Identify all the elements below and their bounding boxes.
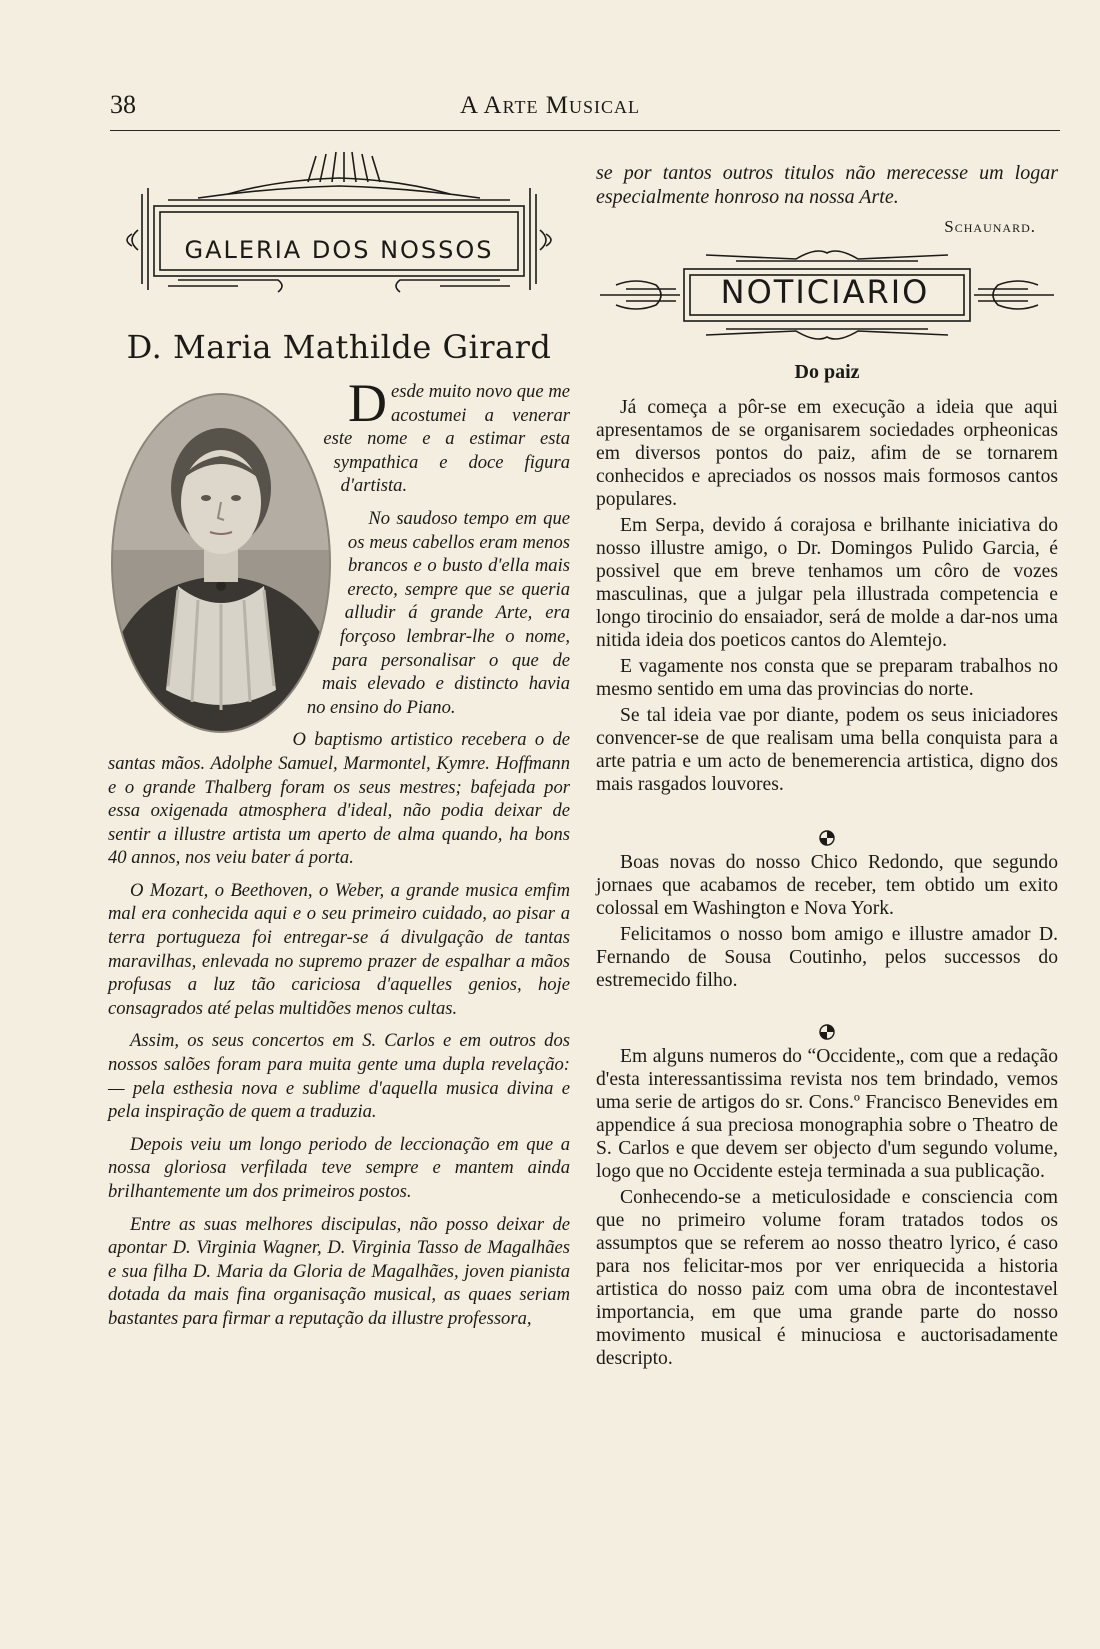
galeria-article-body <box>108 373 570 1331</box>
news-paragraph: Já começa a pôr-se em execução a ideia que aqui apresentamos de se organisarem sociedades orpheonicas em diversos pontos do paiz, afim de se tornarem conhecidos e apreciados os nossos mais formosos cantos populares. <box>596 397 1058 510</box>
header-rule <box>110 130 1060 131</box>
portrait-photo <box>108 390 334 736</box>
galeria-header-ornament <box>108 150 570 320</box>
article-paragraph-2: No saudoso tempo em que os meus cabellos eram menos brancos e o busto d'ella mais erecto, sempre que se queria alludir á grande Arte, era forçoso lembrar-lhe o nome, para personalisar o que de mais elevado e distincto havia no ensino do Piano. <box>306 507 570 718</box>
oval-portrait-icon <box>108 390 334 736</box>
article-paragraph-3: O baptismo artistico recebera o de santas mãos. Adolphe Samuel, Marmontel, Kymre. Hoffmann e o grande Thalberg foram os seus mestres; bafejada por essa oxigenada atmosphera d'ideal, não podia deixar de sentir a illustre artista um aperto de alma quando, ha bons 40 annos, nos veiu bater á porta. <box>108 729 570 869</box>
news-item-chico-redondo <box>596 851 1058 992</box>
right-column <box>596 162 1058 1373</box>
spacer <box>596 799 1058 819</box>
galeria-frame-icon <box>108 150 570 320</box>
running-title: A Arte Musical <box>460 92 640 119</box>
quartered-circle-ornament-icon <box>819 1024 835 1040</box>
article-paragraph-7: Entre as suas melhores discipulas, não posso deixar de apontar D. Virginia Wagner, D. Virginia Tasso de Magalhães e sua filha D. Maria da Gloria de Magalhães, joven pianista dotada da mais fina organisação musical, as quaes seriam bastantes para firmar a reputação da illustre professora, <box>108 1213 570 1329</box>
news-item-orpheon <box>596 396 1058 796</box>
subject-name-heading: D. Maria Mathilde Girard <box>126 328 552 366</box>
news-divider <box>596 1023 1058 1039</box>
author-signature: Schaunard. <box>944 217 1036 236</box>
article-paragraph-6: Depois veiu um longo periodo de leccionação em que a nossa gloriosa verfilada teve sempre e mantem ainda brilhantemente um dos primeiros postos. <box>108 1133 570 1202</box>
noticiario-section-title: NOTICIARIO <box>720 273 930 311</box>
noticiario-header-ornament <box>596 245 1058 345</box>
news-paragraph: Boas novas do nosso Chico Redondo, que segundo jornaes que acabamos de receber, tem obtido um exito colossal em Washington e Nova York. <box>596 852 1058 919</box>
paragraph-text: esde muito novo que me acostumei a venerar este nome e a estimar esta sympathica e doce figura d'artista. <box>323 381 570 497</box>
news-paragraph: E vagamente nos consta que se preparam trabalhos no mesmo sentido em uma das provincias do norte. <box>596 656 1058 700</box>
news-item-occidente <box>596 1045 1058 1370</box>
page-number: 38 <box>110 90 136 119</box>
article-paragraph-5: Assim, os seus concertos em S. Carlos e em outros dos nossos salões foram para muita gente uma dupla revelação: — pela esthesia nova e sublime d'aquella musica divina e pela inspiração de quem a traduzia. <box>108 1030 570 1123</box>
left-column <box>108 150 570 1340</box>
dropcap: D <box>348 373 387 433</box>
news-paragraph: Em Serpa, devido á corajosa e brilhante iniciativa do nosso illustre amigo, o Dr. Domingos Pulido Garcia, é possivel que em breve tenhamos um côro de vozes masculinas, que a julgar pela illustrada competencia e longo tirocinio do ensaiador, será de molde a dar-nos uma nitida ideia dos poeticos cantos do Alemtejo. <box>596 515 1058 651</box>
quartered-circle-ornament-icon <box>819 830 835 846</box>
spacer <box>596 995 1058 1013</box>
news-paragraph: Se tal ideia vae por diante, podem os seus iniciadores convencer-se de que realisam uma bella conquista para a arte patria e um acto de benemerencia artistica, digno dos mais rasgados louvores. <box>596 705 1058 795</box>
article-continuation: se por tantos outros titulos não merecesse um logar especialmente honroso na nossa Arte. <box>596 162 1058 208</box>
article-paragraph-4: O Mozart, o Beethoven, o Weber, a grande musica emfim mal era conhecida aqui e o seu primeiro cuidado, ao pisar a terra portugueza foi entregar-se á divulgação de tantas maravilhas, enlevada no supremo prazer de espalhar a mãos profusas a luz tão cariciosa d'aquelles genios, hoje consagrados até pelas multidões menos cultas. <box>108 879 570 1019</box>
news-paragraph: Em alguns numeros do “Occidente„ com que a redação d'esta interessantissima revista nos tem brindado, vemos uma serie de artigos do sr. Cons.º Francisco Benevides em appendice á sua preciosa monographia sobre o Theatro de S. Carlos e que devem ser objecto d'um segundo volume, logo que no Occidente esteja terminada a sua publicação. <box>596 1046 1058 1182</box>
news-divider <box>596 829 1058 845</box>
news-body <box>596 396 1058 1370</box>
news-paragraph: Felicitamos o nosso bom amigo e illustre amador D. Fernando de Sousa Coutinho, pelos successos do estremecido filho. <box>596 924 1058 991</box>
section-subheading: Do paiz <box>794 361 860 383</box>
galeria-section-title: GALERIA DOS NOSSOS <box>184 236 494 264</box>
news-paragraph: Conhecendo-se a meticulosidade e consciencia com que no primeiro volume foram tratados todos os assumptos que se referem ao nosso theatro lyrico, é caso para nos felicitar-mos por ver enriquecida a historia artistica do nosso paiz com uma obra de incontestavel importancia, em que uma grande parte do nosso movimento musical é minuciosa e auctorisadamente descripto. <box>596 1187 1058 1369</box>
